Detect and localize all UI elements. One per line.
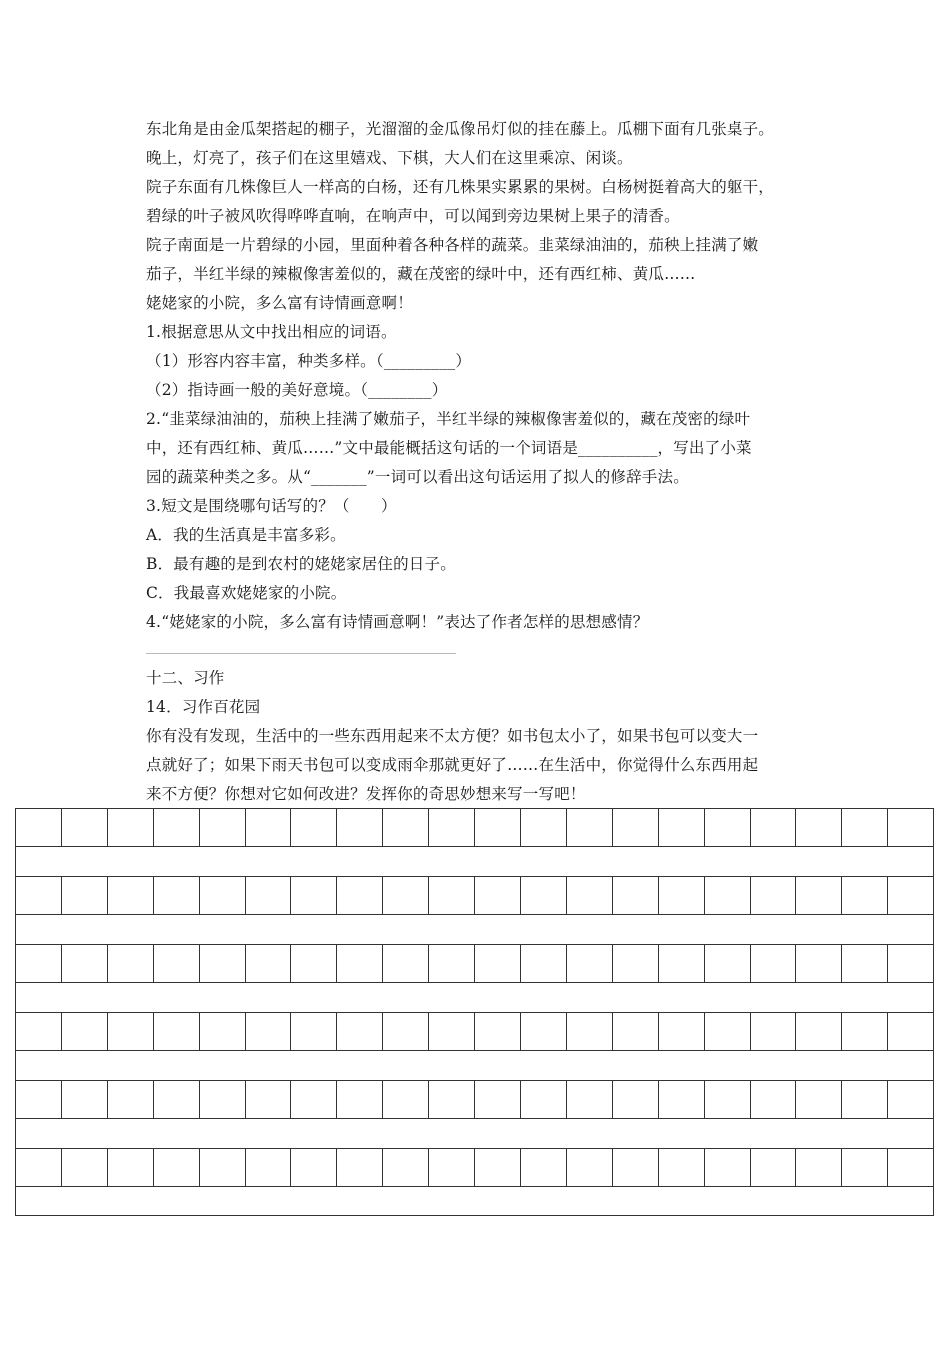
option-c: C．我最喜欢姥姥家的小院。 — [146, 584, 347, 602]
grid-cell[interactable] — [108, 1148, 154, 1187]
grid-cell[interactable] — [796, 1080, 842, 1119]
grid-cell[interactable] — [521, 1012, 567, 1051]
question-2-line: 园的蔬菜种类之多。从“_______”一词可以看出这句话运用了拟人的修辞手法。 — [146, 468, 689, 486]
grid-cell[interactable] — [659, 1012, 705, 1051]
grid-cell[interactable] — [337, 1080, 383, 1119]
grid-cell[interactable] — [429, 1012, 475, 1051]
grid-cell[interactable] — [521, 944, 567, 983]
grid-cell[interactable] — [291, 808, 337, 847]
grid-row-gap — [15, 1051, 934, 1080]
grid-cell[interactable] — [291, 876, 337, 915]
prompt-line: 你有没有发现，生活中的一些东西用起来不太方便？如书包太小了，如果书包可以变大一 — [146, 727, 759, 745]
grid-cell[interactable] — [567, 1080, 613, 1119]
grid-cell[interactable] — [613, 876, 659, 915]
grid-cell[interactable] — [154, 1080, 200, 1119]
section-subtitle: 14．习作百花园 — [146, 698, 261, 716]
grid-cell[interactable] — [567, 1012, 613, 1051]
grid-cell[interactable] — [521, 1148, 567, 1187]
grid-row-gap — [15, 847, 934, 876]
grid-cell[interactable] — [291, 1012, 337, 1051]
question-3: 3.短文是围绕哪句话写的？（ ） — [146, 497, 397, 515]
grid-cell[interactable] — [613, 1148, 659, 1187]
grid-cell[interactable] — [796, 944, 842, 983]
grid-cell[interactable] — [108, 944, 154, 983]
grid-cell[interactable] — [62, 1012, 108, 1051]
grid-cell[interactable] — [383, 808, 429, 847]
grid-cell[interactable] — [888, 1080, 934, 1119]
grid-cell[interactable] — [200, 1012, 246, 1051]
grid-row — [15, 1080, 934, 1119]
grid-cell[interactable] — [108, 876, 154, 915]
grid-cell[interactable] — [62, 876, 108, 915]
grid-cell[interactable] — [659, 1080, 705, 1119]
grid-cell[interactable] — [705, 1148, 751, 1187]
question-2-line: 2.“韭菜绿油油的，茄秧上挂满了嫩茄子，半红半绿的辣椒像害羞似的，藏在茂密的绿叶 — [146, 410, 751, 428]
grid-cell[interactable] — [751, 876, 797, 915]
grid-cell[interactable] — [200, 1148, 246, 1187]
grid-cell[interactable] — [383, 1080, 429, 1119]
grid-cell[interactable] — [154, 808, 200, 847]
prompt-line: 来不方便？你想对它如何改进？发挥你的奇思妙想来写一写吧！ — [146, 785, 586, 803]
passage-line: 晚上，灯亮了，孩子们在这里嬉戏、下棋，大人们在这里乘凉、闲谈。 — [146, 149, 633, 167]
grid-cell[interactable] — [705, 876, 751, 915]
grid-cell[interactable] — [383, 1148, 429, 1187]
grid-cell[interactable] — [751, 808, 797, 847]
grid-cell[interactable] — [154, 1148, 200, 1187]
grid-cell[interactable] — [154, 944, 200, 983]
option-a: A．我的生活真是丰富多彩。 — [146, 526, 346, 544]
grid-cell[interactable] — [429, 876, 475, 915]
grid-cell[interactable] — [16, 1080, 62, 1119]
grid-cell[interactable] — [291, 1080, 337, 1119]
grid-cell[interactable] — [154, 1012, 200, 1051]
grid-cell[interactable] — [337, 808, 383, 847]
grid-cell[interactable] — [751, 1080, 797, 1119]
grid-cell[interactable] — [659, 944, 705, 983]
grid-cell[interactable] — [475, 876, 521, 915]
grid-cell[interactable] — [62, 1080, 108, 1119]
question-1-part-1: （1）形容内容丰富，种类多样。（_________） — [146, 352, 472, 370]
grid-cell[interactable] — [291, 1148, 337, 1187]
passage-line: 姥姥家的小院，多么富有诗情画意啊！ — [146, 294, 413, 312]
grid-cell[interactable] — [383, 876, 429, 915]
grid-cell[interactable] — [613, 1080, 659, 1119]
grid-cell[interactable] — [567, 808, 613, 847]
grid-cell[interactable] — [108, 808, 154, 847]
grid-cell[interactable] — [796, 1012, 842, 1051]
grid-cell[interactable] — [246, 1012, 292, 1051]
grid-cell[interactable] — [521, 808, 567, 847]
grid-cell[interactable] — [62, 1148, 108, 1187]
grid-cell[interactable] — [842, 1148, 888, 1187]
grid-cell[interactable] — [659, 1148, 705, 1187]
grid-cell[interactable] — [842, 876, 888, 915]
grid-cell[interactable] — [16, 808, 62, 847]
grid-cell[interactable] — [337, 1148, 383, 1187]
question-2-line: 中，还有西红柿、黄瓜……”文中最能概括这句话的一个词语是__________，写出了小菜 — [146, 439, 752, 457]
grid-cell[interactable] — [200, 944, 246, 983]
grid-cell[interactable] — [888, 944, 934, 983]
grid-cell[interactable] — [842, 808, 888, 847]
section-title: 十二、习作 — [146, 669, 225, 687]
passage-line: 东北角是由金瓜架搭起的棚子，光溜溜的金瓜像吊灯似的挂在藤上。瓜棚下面有几张桌子。 — [146, 120, 775, 138]
grid-cell[interactable] — [429, 808, 475, 847]
grid-cell[interactable] — [200, 808, 246, 847]
grid-row-gap — [15, 983, 934, 1012]
grid-cell[interactable] — [246, 1148, 292, 1187]
grid-cell[interactable] — [246, 876, 292, 915]
grid-cell[interactable] — [383, 944, 429, 983]
grid-cell[interactable] — [200, 1080, 246, 1119]
grid-cell[interactable] — [751, 944, 797, 983]
grid-cell[interactable] — [567, 876, 613, 915]
grid-cell[interactable] — [659, 808, 705, 847]
question-1: 1.根据意思从文中找出相应的词语。 — [146, 323, 397, 341]
grid-cell[interactable] — [246, 944, 292, 983]
grid-cell[interactable] — [475, 1012, 521, 1051]
grid-cell[interactable] — [521, 876, 567, 915]
divider — [146, 653, 456, 654]
grid-cell[interactable] — [16, 1148, 62, 1187]
grid-cell[interactable] — [291, 944, 337, 983]
grid-cell[interactable] — [705, 1080, 751, 1119]
passage-line: 院子东面有几株像巨人一样高的白杨，还有几株果实累累的果树。白杨树挺着高大的躯干， — [146, 178, 775, 196]
grid-cell[interactable] — [246, 1080, 292, 1119]
grid-row-gap — [15, 915, 934, 944]
question-4: 4.“姥姥家的小院，多么富有诗情画意啊！”表达了作者怎样的思想感情？ — [146, 613, 649, 631]
grid-cell[interactable] — [613, 1012, 659, 1051]
grid-cell[interactable] — [842, 944, 888, 983]
grid-row — [15, 1012, 934, 1051]
grid-cell[interactable] — [337, 944, 383, 983]
passage-line: 院子南面是一片碧绿的小园，里面种着各种各样的蔬菜。韭菜绿油油的，茄秧上挂满了嫩 — [146, 236, 759, 254]
question-1-part-2: （2）指诗画一般的美好意境。（________） — [146, 381, 448, 399]
grid-cell[interactable] — [521, 1080, 567, 1119]
prompt-line: 点就好了；如果下雨天书包可以变成雨伞那就更好了……在生活中，你觉得什么东西用起 — [146, 756, 759, 774]
grid-cell[interactable] — [796, 808, 842, 847]
grid-cell[interactable] — [337, 876, 383, 915]
grid-cell[interactable] — [751, 1012, 797, 1051]
grid-cell[interactable] — [888, 876, 934, 915]
grid-cell[interactable] — [475, 808, 521, 847]
grid-cell[interactable] — [567, 944, 613, 983]
grid-cell[interactable] — [475, 944, 521, 983]
grid-cell[interactable] — [613, 808, 659, 847]
grid-cell[interactable] — [888, 808, 934, 847]
grid-cell[interactable] — [16, 1012, 62, 1051]
grid-cell[interactable] — [613, 944, 659, 983]
grid-cell[interactable] — [796, 876, 842, 915]
writing-grid — [15, 808, 934, 1216]
grid-row — [15, 808, 934, 847]
grid-cell[interactable] — [705, 1012, 751, 1051]
grid-cell[interactable] — [62, 808, 108, 847]
grid-cell[interactable] — [154, 876, 200, 915]
passage-line: 茄子，半红半绿的辣椒像害羞似的，藏在茂密的绿叶中，还有西红柿、黄瓜…… — [146, 265, 696, 283]
grid-row — [15, 876, 934, 915]
grid-row — [15, 944, 934, 983]
grid-cell[interactable] — [16, 876, 62, 915]
grid-cell[interactable] — [475, 1148, 521, 1187]
grid-cell[interactable] — [842, 1080, 888, 1119]
grid-cell[interactable] — [200, 876, 246, 915]
grid-cell[interactable] — [659, 876, 705, 915]
grid-cell[interactable] — [246, 808, 292, 847]
grid-cell[interactable] — [842, 1012, 888, 1051]
grid-cell[interactable] — [383, 1012, 429, 1051]
option-b: B．最有趣的是到农村的姥姥家居住的日子。 — [146, 555, 456, 573]
grid-cell[interactable] — [567, 1148, 613, 1187]
grid-cell[interactable] — [888, 1148, 934, 1187]
grid-row-gap — [15, 1119, 934, 1148]
grid-cell[interactable] — [108, 1080, 154, 1119]
grid-cell[interactable] — [16, 944, 62, 983]
grid-cell[interactable] — [429, 944, 475, 983]
grid-cell[interactable] — [475, 1080, 521, 1119]
passage-line: 碧绿的叶子被风吹得哗哗直响，在响声中，可以闻到旁边果树上果子的清香。 — [146, 207, 680, 225]
grid-cell[interactable] — [429, 1080, 475, 1119]
grid-row-gap — [15, 1187, 934, 1216]
grid-cell[interactable] — [429, 1148, 475, 1187]
grid-cell[interactable] — [705, 944, 751, 983]
grid-cell[interactable] — [705, 808, 751, 847]
grid-cell[interactable] — [888, 1012, 934, 1051]
grid-row — [15, 1148, 934, 1187]
grid-cell[interactable] — [337, 1012, 383, 1051]
grid-cell[interactable] — [751, 1148, 797, 1187]
grid-cell[interactable] — [108, 1012, 154, 1051]
grid-cell[interactable] — [796, 1148, 842, 1187]
grid-cell[interactable] — [62, 944, 108, 983]
